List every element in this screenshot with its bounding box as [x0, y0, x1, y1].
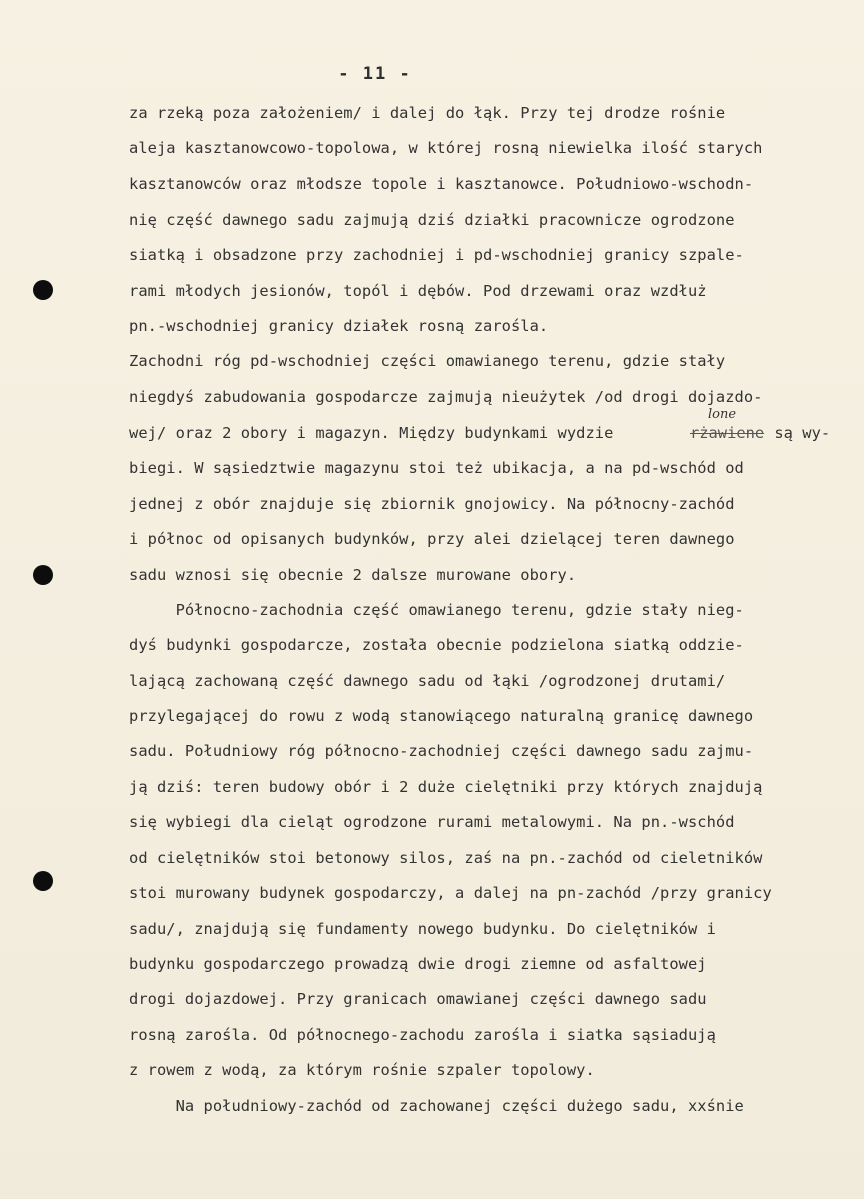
- text-line: Północno-zachodnia część omawianego terenu, gdzie stały nieg-: [129, 601, 744, 619]
- text-line: sadu/, znajdują się fundamenty nowego budynku. Do cielętników i: [129, 920, 716, 938]
- text-line: biegi. W sąsiedztwie magazynu stoi też ubikacja, a na pd-wschód od: [129, 459, 744, 477]
- text-line: jednej z obór znajduje się zbiornik gnojowicy. Na północny-zachód: [129, 495, 735, 513]
- punch-hole: [33, 871, 53, 891]
- handwritten-insertion: lone: [708, 407, 737, 422]
- text-line: budynku gospodarczego prowadzą dwie drogi ziemne od asfaltowej: [129, 955, 707, 973]
- text-line: przylegającej do rowu z wodą stanowiącego naturalną granicę dawnego: [129, 707, 754, 725]
- text-line: siatką i obsadzone przy zachodniej i pd-wschodniej granicy szpale-: [129, 246, 744, 264]
- struck-word: rżawiene: [690, 424, 765, 442]
- text-line: dyś budynki gospodarcze, została obecnie podzielona siatką oddzie-: [129, 636, 744, 654]
- text-line: niegdyś zabudowania gospodarcze zajmują nieużytek /od drogi dojazdo-: [129, 388, 763, 406]
- text-line: kasztanowców oraz młodsze topole i kasztanowce. Południowo-wschodn-: [129, 175, 754, 193]
- text-line: się wybiegi dla cieląt ogrodzone rurami metalowymi. Na pn.-wschód: [129, 813, 735, 831]
- page-number: - 11 -: [338, 64, 412, 84]
- text-line: od cielętników stoi betonowy silos, zaś na pn.-zachód od cieletników: [129, 849, 763, 867]
- text-line: Na południowy-zachód od zachowanej części dużego sadu, xxśnie: [129, 1097, 744, 1115]
- text-line-end: są wy-: [765, 424, 831, 442]
- text-line: z rowem z wodą, za którym rośnie szpaler topolowy.: [129, 1061, 595, 1079]
- text-line: drogi dojazdowej. Przy granicach omawianej części dawnego sadu: [129, 990, 707, 1008]
- text-line: za rzeką poza założeniem/ i dalej do łąk. Przy tej drodze rośnie: [129, 104, 726, 122]
- text-line: sadu. Południowy róg północno-zachodniej części dawnego sadu zajmu-: [129, 742, 754, 760]
- text-line: stoi murowany budynek gospodarczy, a dalej na pn-zachód /przy granicy: [129, 884, 772, 902]
- text-line: nię część dawnego sadu zajmują dziś działki pracownicze ogrodzone: [129, 211, 735, 229]
- text-line: rosną zarośla. Od północnego-zachodu zarośla i siatka sąsiadują: [129, 1026, 716, 1044]
- text-line: aleja kasztanowcowo-topolowa, w której rosną niewielka ilość starych: [129, 139, 763, 157]
- punch-hole: [33, 280, 53, 300]
- text-line: rami młodych jesionów, topól i dębów. Pod drzewami oraz wzdłuż: [129, 282, 707, 300]
- text-line: lającą zachowaną część dawnego sadu od łąki /ogrodzonej drutami/: [129, 672, 726, 690]
- text-line: Zachodni róg pd-wschodniej części omawianego terenu, gdzie stały: [129, 352, 726, 370]
- text-line: pn.-wschodniej granicy działek rosną zarośla.: [129, 317, 549, 335]
- text-line: i północ od opisanych budynków, przy alei dzielącej teren dawnego: [129, 530, 735, 548]
- text-line: ją dziś: teren budowy obór i 2 duże cielętniki przy których znajdują: [129, 778, 763, 796]
- text-line: wej/ oraz 2 obory i magazyn. Między budynkami wydzie: [129, 424, 614, 442]
- punch-hole: [33, 565, 53, 585]
- text-line: sadu wznosi się obecnie 2 dalsze murowane obory.: [129, 566, 577, 584]
